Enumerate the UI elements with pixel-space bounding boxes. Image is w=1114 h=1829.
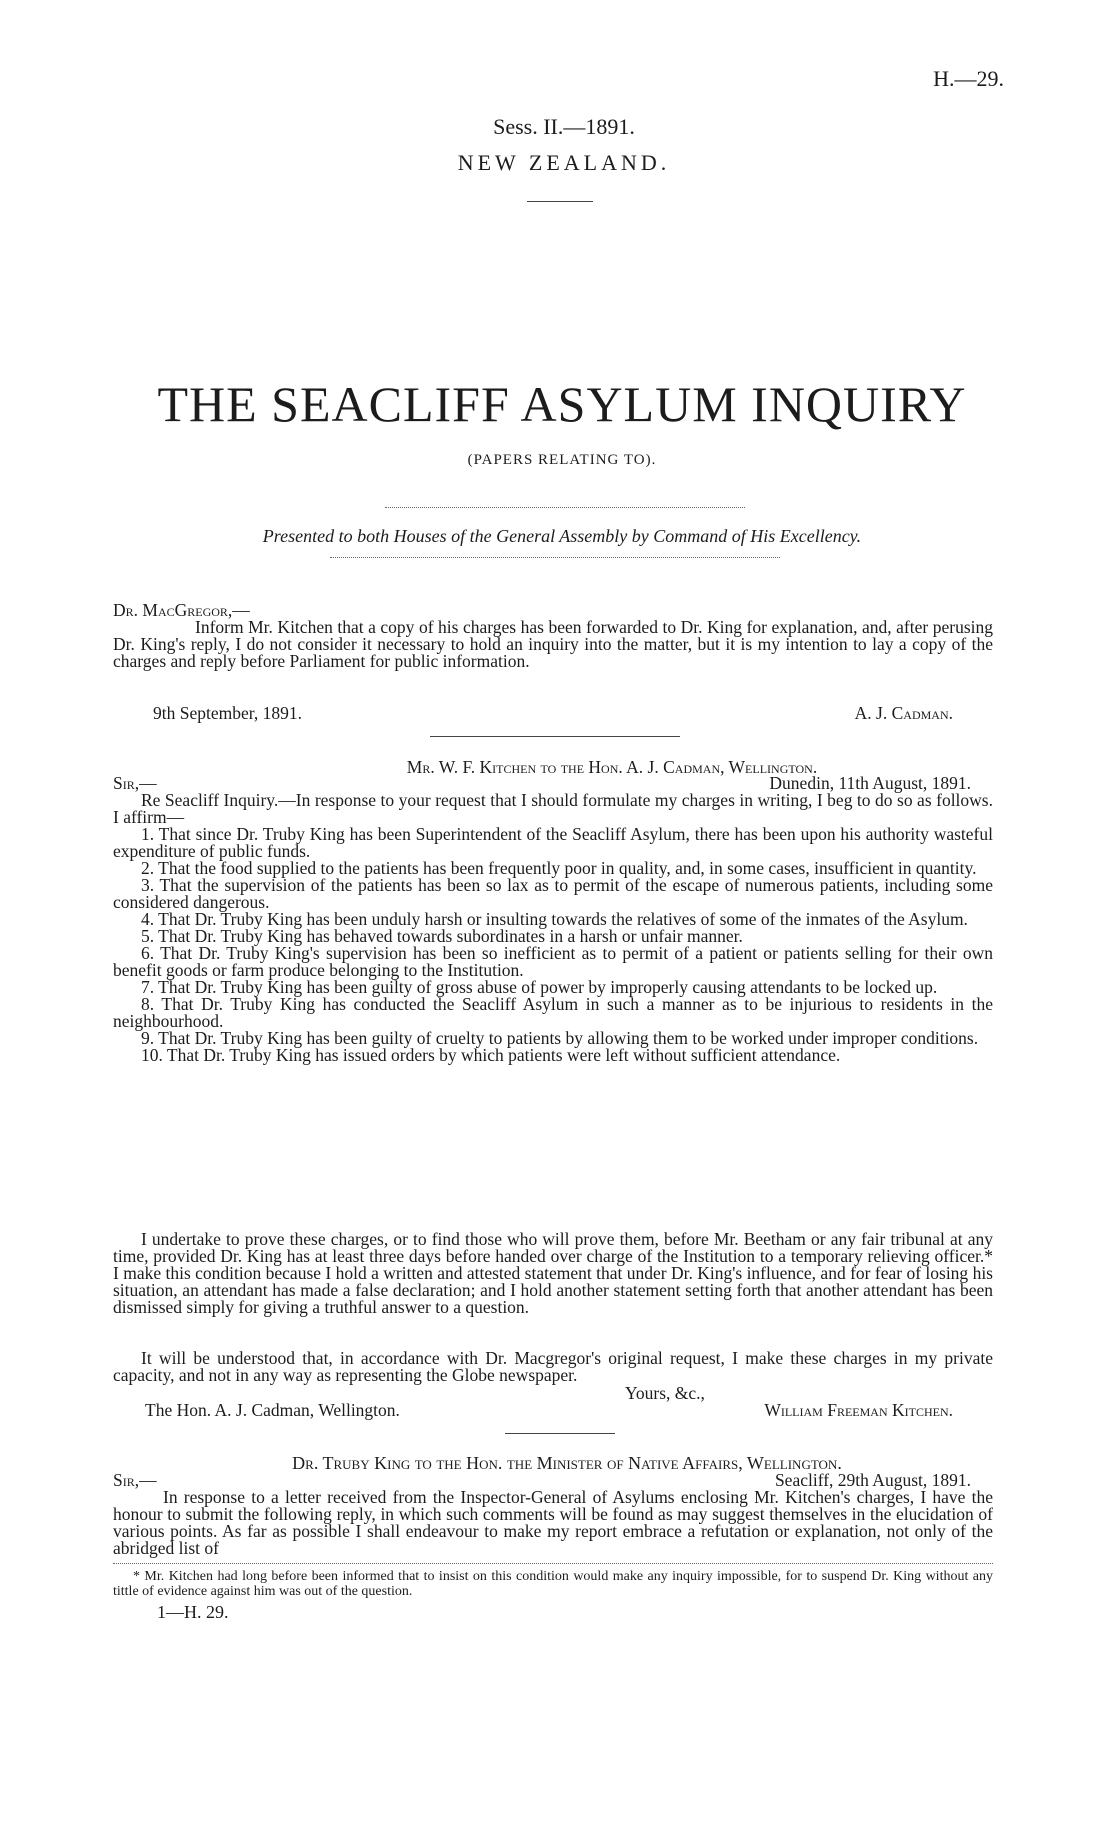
section-divider-1 (430, 736, 680, 737)
letter1-intro: Re Seacliff Inquiry.—In response to your request that I should formulate my charges in writing, I beg to do so as follows. I affirm— (113, 790, 993, 827)
charge-item: 4. That Dr. Truby King has been unduly harsh or insulting towards the relatives of some of the inmates of the Asylum. (141, 909, 968, 929)
header-divider (527, 201, 593, 202)
session-line: Sess. II.—1891. (493, 114, 635, 139)
charge-item: 8. That Dr. Truby King has conducted the Seacliff Asylum in such a manner as to be injurious to residents in the neighbourhood. (113, 994, 993, 1031)
charge-item: 3. That the supervision of the patients has been so lax as to permit of the escape of numerous patients, including some considered dangerous. (113, 875, 993, 912)
country-line: NEW ZEALAND. (457, 150, 671, 175)
minute-salutation: Dr. MacGregor,— (113, 600, 250, 620)
charges-list (113, 826, 993, 1064)
letter1-closing: Yours, &c., (625, 1383, 705, 1403)
letter1-understood: It will be understood that, in accordance with Dr. Macgregor's original request, I make these charges in my private capacity, and not in any way as representing the Globe newspaper. (113, 1348, 993, 1385)
document-title: THE SEACLIFF ASYLUM INQUIRY (157, 376, 967, 432)
letter2-body: In response to a letter received from the Inspector-General of Asylums enclosing Mr. Kitchen's charges, I have the honour to submit the following reply, in which such comments will be found as may suggest themselves in the elucidation of various points. As far as possible I shall endeavour to make my report embrace a refutation or explanation, not only of the abridged list of (113, 1487, 993, 1558)
page-reference: H.—29. (933, 66, 1004, 91)
charge-item: 7. That Dr. Truby King has been guilty of gross abuse of power by improperly causing attendants to be locked up. (141, 977, 938, 997)
charge-item: 6. That Dr. Truby King's supervision has been so inefficient as to permit of a patient or patients selling for their own benefit goods or farm produce belonging to the Institution. (113, 943, 993, 980)
letter1-undertake: I undertake to prove these charges, or to find those who will prove them, before Mr. Beetham or any fair tribunal at any time, provided Dr. King has at least three days before handed over charge of the Institution to a temporary relieving officer.* I make this condition because I hold a written and attested statement that under Dr. King's influence, and for fear of losing his situation, an attendant has made a false declaration; and I hold another statement setting forth that another attendant has been dismissed simply for giving a truthful answer to a question. (113, 1229, 993, 1317)
footnote-divider (113, 1563, 993, 1564)
minute-date: 9th September, 1891. (153, 703, 302, 723)
charge-item: 1. That since Dr. Truby King has been Superintendent of the Seacliff Asylum, there has been upon his authority wasteful expenditure of public funds. (113, 824, 993, 861)
document-subtitle: (PAPERS RELATING TO). (467, 452, 657, 468)
charge-item: 9. That Dr. Truby King has been guilty of cruelty to patients by allowing them to be worked under improper conditions. (141, 1028, 979, 1048)
footnote: * Mr. Kitchen had long before been informed that to insist on this condition would make any inquiry impossible, for to suspend Dr. King without any tittle of evidence against him was out of the question. (113, 1569, 993, 1599)
minute-body: Inform Mr. Kitchen that a copy of his charges has been forwarded to Dr. King for explanation, and, after perusing Dr. King's reply, I do not consider it necessary to hold an inquiry into the matter, but it is my intention to lay a copy of the charges and reply before Parliament for public information. (113, 617, 993, 671)
presented-line: Presented to both Houses of the General Assembly by Command of His Excellency. (262, 526, 862, 546)
letter2-place-date: Seacliff, 29th August, 1891. (774, 1470, 971, 1490)
title-divider-top (385, 507, 745, 508)
section-divider-2 (505, 1433, 615, 1434)
letter1-heading: Mr. W. F. Kitchen to the Hon. A. J. Cadman, Wellington. (406, 757, 818, 777)
page-number: 1—H. 29. (157, 1602, 229, 1622)
title-divider-bottom (330, 557, 780, 558)
letter2-heading: Dr. Truby King to the Hon. the Minister of Native Affairs, Wellington. (292, 1453, 842, 1473)
letter1-addressee: The Hon. A. J. Cadman, Wellington. (145, 1400, 400, 1420)
charge-item: 10. That Dr. Truby King has issued orders by which patients were left without sufficient attendance. (141, 1045, 841, 1065)
letter1-place-date: Dunedin, 11th August, 1891. (769, 773, 971, 793)
charge-item: 5. That Dr. Truby King has behaved towards subordinates in a harsh or unfair manner. (141, 926, 743, 946)
letter1-signature: William Freeman Kitchen. (764, 1400, 953, 1420)
charge-item: 2. That the food supplied to the patients has been frequently poor in quality, and, in some cases, insufficient in quantity. (141, 858, 977, 878)
letter2-salutation: Sir,— (113, 1470, 157, 1490)
minute-signature: A. J. Cadman. (854, 703, 953, 723)
minute-date-line (113, 705, 993, 722)
letter1-signature-line (113, 1402, 993, 1419)
letter1-salutation: Sir,— (113, 773, 157, 793)
